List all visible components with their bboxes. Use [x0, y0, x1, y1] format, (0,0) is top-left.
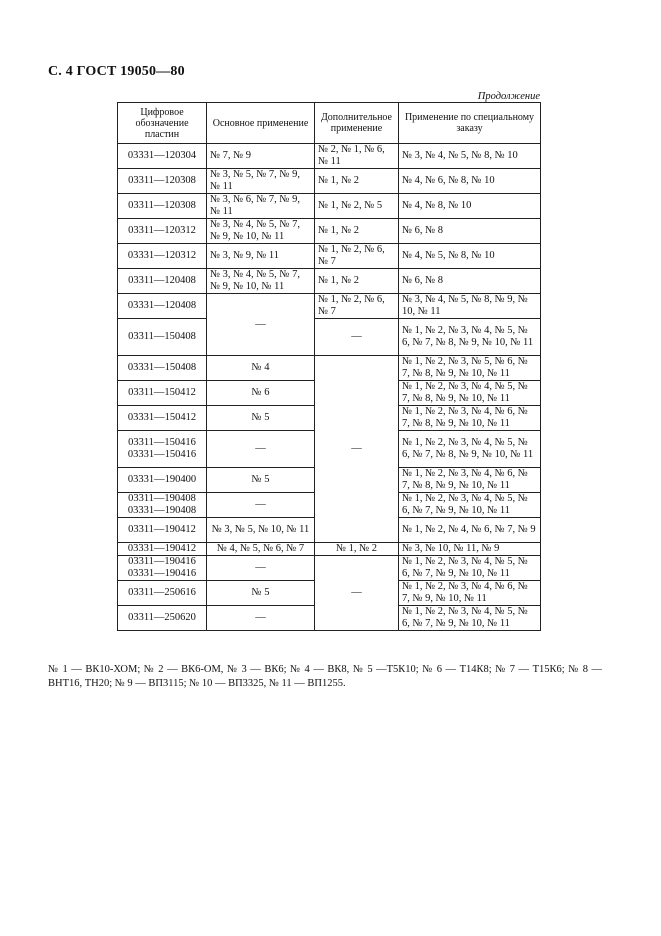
table-header-row: [118, 103, 541, 144]
code-cell: 03311—120308: [118, 194, 207, 219]
special-order-cell: № 6, № 8: [399, 269, 541, 294]
table-row: [118, 144, 541, 169]
additional-use-cell: № 1, № 2: [315, 269, 399, 294]
main-use-cell: —: [207, 431, 315, 468]
special-order-cell: № 4, № 6, № 8, № 10: [399, 169, 541, 194]
code-cell: 03311—120408: [118, 269, 207, 294]
table-row: [118, 169, 541, 194]
table-row: [118, 556, 541, 581]
code-cell: 03311—190412: [118, 518, 207, 543]
special-order-cell: № 4, № 8, № 10: [399, 194, 541, 219]
code-cell: 03331—190400: [118, 468, 207, 493]
main-use-cell: —: [207, 606, 315, 631]
special-order-cell: № 1, № 2, № 3, № 4, № 5, № 6, № 7, № 8, № 9, № 10, № 11: [399, 431, 541, 468]
code-cell: 03331—190412: [118, 543, 207, 556]
main-use-cell: № 4: [207, 356, 315, 381]
code-cell: 03331—150408: [118, 356, 207, 381]
main-use-cell: № 5: [207, 468, 315, 493]
code-cell: 03311—150408: [118, 319, 207, 356]
main-use-cell: № 6: [207, 381, 315, 406]
additional-use-cell: № 2, № 1, № 6, № 11: [315, 144, 399, 169]
main-use-cell: —: [207, 556, 315, 581]
additional-use-cell: —: [315, 556, 399, 631]
code-cell: 03311—190408 03331—190408: [118, 493, 207, 518]
column-header-special: Применение по специальному заказу: [399, 103, 541, 144]
code-cell: 03311—250616: [118, 581, 207, 606]
additional-use-cell: —: [315, 356, 399, 543]
main-use-cell: —: [207, 493, 315, 518]
continuation-label: Продолжение: [477, 91, 540, 102]
column-header-main: Основное применение: [207, 103, 315, 144]
application-table: [117, 102, 541, 631]
special-order-cell: № 4, № 5, № 8, № 10: [399, 244, 541, 269]
additional-use-cell: № 1, № 2, № 6, № 7: [315, 294, 399, 319]
special-order-cell: № 1, № 2, № 3, № 4, № 5, № 6, № 7, № 8, № 9, № 10, № 11: [399, 319, 541, 356]
table-row: [118, 194, 541, 219]
special-order-cell: № 1, № 2, № 3, № 4, № 5, № 6, № 7, № 9, № 10, № 11: [399, 606, 541, 631]
main-use-cell: № 3, № 9, № 11: [207, 244, 315, 269]
special-order-cell: № 1, № 2, № 3, № 4, № 6, № 7, № 8, № 9, № 10, № 11: [399, 406, 541, 431]
table-row: [118, 294, 541, 319]
main-use-cell: № 3, № 5, № 7, № 9, № 11: [207, 169, 315, 194]
main-use-cell: —: [207, 294, 315, 356]
code-cell: 03331—120312: [118, 244, 207, 269]
special-order-cell: № 1, № 2, № 3, № 5, № 6, № 7, № 8, № 9, № 10, № 11: [399, 356, 541, 381]
code-cell: 03331—150412: [118, 406, 207, 431]
special-order-cell: № 1, № 2, № 3, № 4, № 5, № 6, № 7, № 9, № 10, № 11: [399, 556, 541, 581]
special-order-cell: № 1, № 2, № 3, № 4, № 5, № 6, № 7, № 9, № 10, № 11: [399, 493, 541, 518]
table-row: [118, 356, 541, 381]
table-row: [118, 269, 541, 294]
additional-use-cell: № 1, № 2: [315, 543, 399, 556]
main-use-cell: № 3, № 4, № 5, № 7, № 9, № 10, № 11: [207, 219, 315, 244]
additional-use-cell: № 1, № 2: [315, 219, 399, 244]
code-cell: 03311—150412: [118, 381, 207, 406]
code-cell: 03311—190416 03331—190416: [118, 556, 207, 581]
code-cell: 03311—120312: [118, 219, 207, 244]
special-order-cell: № 6, № 8: [399, 219, 541, 244]
additional-use-cell: —: [315, 319, 399, 356]
code-cell: 03311—250620: [118, 606, 207, 631]
special-order-cell: № 3, № 4, № 5, № 8, № 9, № 10, № 11: [399, 294, 541, 319]
main-use-cell: № 5: [207, 581, 315, 606]
alloy-footnote: № 1 — ВК10-ХОМ; № 2 — ВК6-ОМ, № 3 — ВК6; № 4 — ВК8, № 5 —Т5К10; № 6 — Т14К8; № 7 — Т15К6; № 8 — ВНТ16, ТН20; № 9 — ВП3115; № 10 — ВП3325, № 11 — ВП1255.: [48, 664, 602, 689]
main-use-cell: № 3, № 5, № 10, № 11: [207, 518, 315, 543]
column-header-additional: Дополнительное применение: [315, 103, 399, 144]
code-cell: 03311—150416 03331—150416: [118, 431, 207, 468]
code-cell: 03311—120308: [118, 169, 207, 194]
special-order-cell: № 1, № 2, № 3, № 4, № 5, № 7, № 8, № 9, № 10, № 11: [399, 381, 541, 406]
special-order-cell: № 1, № 2, № 3, № 4, № 6, № 7, № 9, № 10, № 11: [399, 581, 541, 606]
main-use-cell: № 3, № 6, № 7, № 9, № 11: [207, 194, 315, 219]
special-order-cell: № 3, № 4, № 5, № 8, № 10: [399, 144, 541, 169]
code-cell: 03331—120304: [118, 144, 207, 169]
table-row: [118, 319, 541, 356]
main-use-cell: № 3, № 4, № 5, № 7, № 9, № 10, № 11: [207, 269, 315, 294]
main-use-cell: № 4, № 5, № 6, № 7: [207, 543, 315, 556]
special-order-cell: № 3, № 10, № 11, № 9: [399, 543, 541, 556]
additional-use-cell: № 1, № 2, № 5: [315, 194, 399, 219]
table-row: [118, 244, 541, 269]
additional-use-cell: № 1, № 2: [315, 169, 399, 194]
table-row: [118, 219, 541, 244]
special-order-cell: № 1, № 2, № 3, № 4, № 6, № 7, № 8, № 9, № 10, № 11: [399, 468, 541, 493]
main-use-cell: № 5: [207, 406, 315, 431]
table-row: [118, 543, 541, 556]
column-header-code: Цифровое обозначение пластин: [118, 103, 207, 144]
page-header: С. 4 ГОСТ 19050—80: [48, 64, 185, 79]
special-order-cell: № 1, № 2, № 4, № 6, № 7, № 9: [399, 518, 541, 543]
code-cell: 03331—120408: [118, 294, 207, 319]
main-use-cell: № 7, № 9: [207, 144, 315, 169]
additional-use-cell: № 1, № 2, № 6, № 7: [315, 244, 399, 269]
